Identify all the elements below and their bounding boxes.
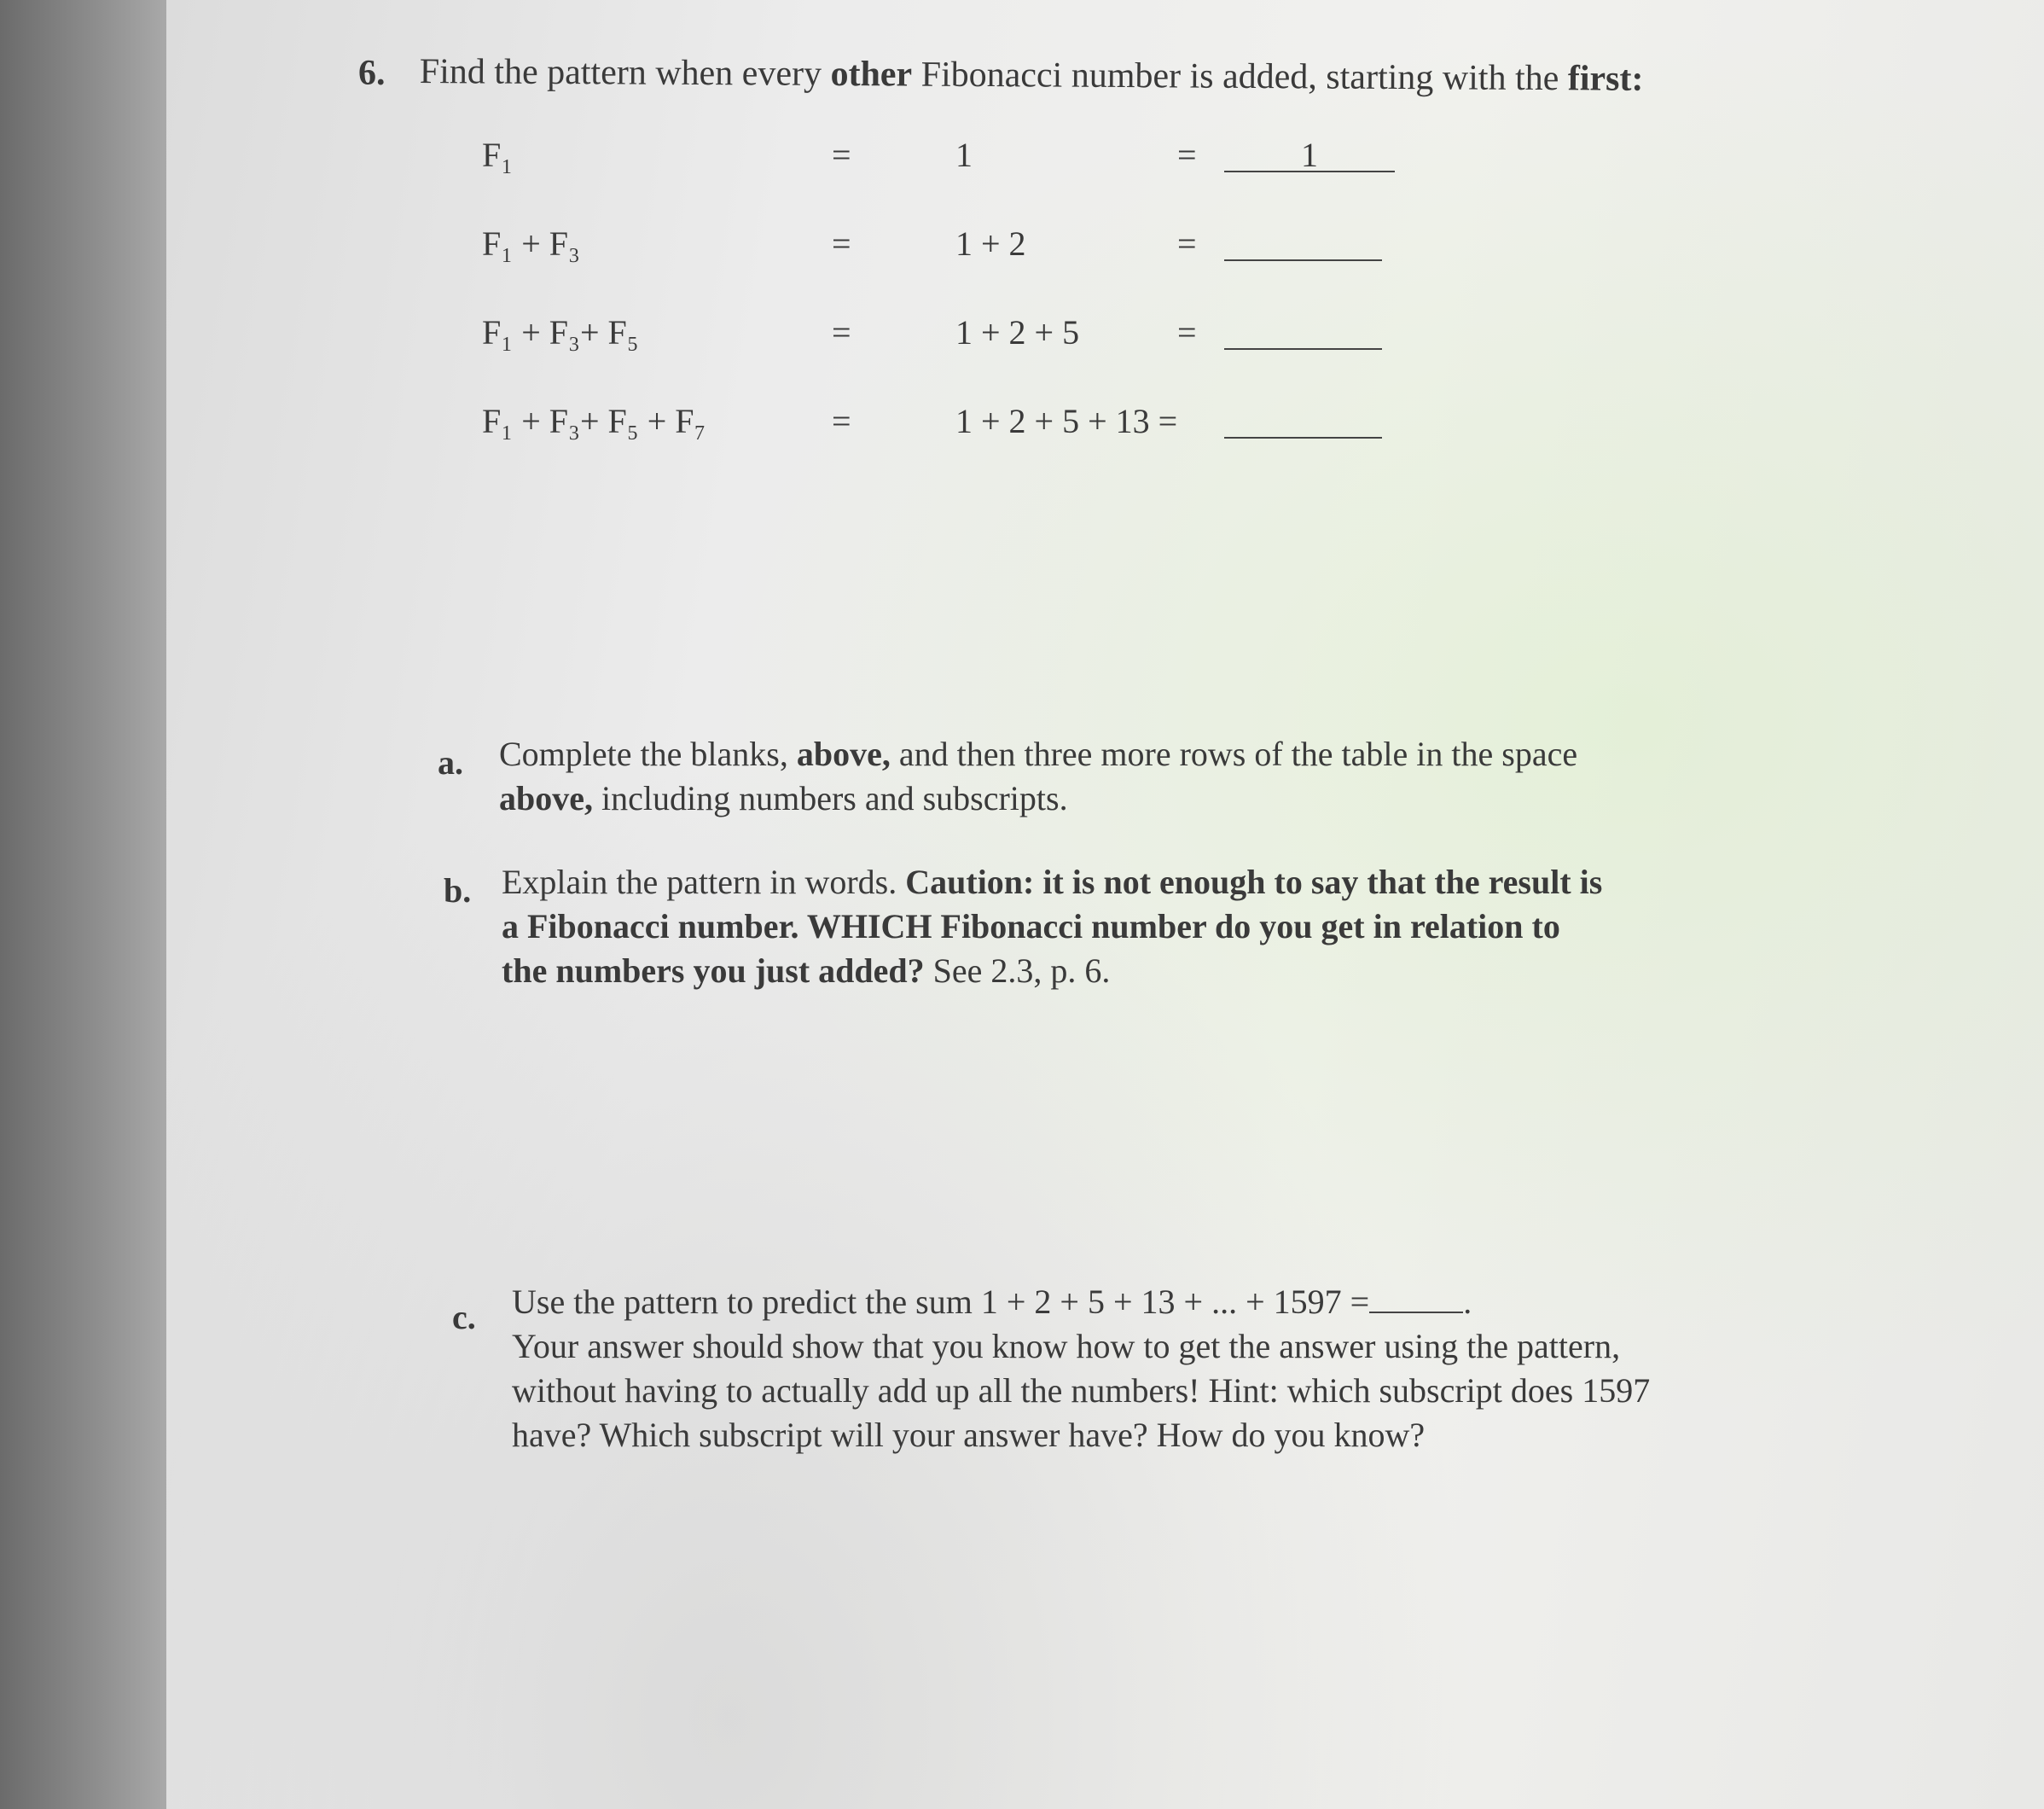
part-a-text: Complete the blanks, above, and then three more rows of the table in the space above, including numbers and subscripts.	[499, 735, 1578, 817]
part-a-label: a.	[438, 743, 463, 782]
table-row-1-sum: 1	[955, 136, 973, 174]
table-row-4-lhs: F₁ + F₃+ F₅ + F₇	[482, 402, 706, 440]
table-row-3-equals-2: =	[1177, 313, 1197, 352]
worksheet-page	[166, 0, 2044, 1809]
table-row-3-lhs: F₁ + F₃+ F₅	[482, 313, 639, 352]
question-prompt: Find the pattern when every other Fibonacci number is added, starting with the first:	[419, 51, 1644, 99]
table-row-3-sum: 1 + 2 + 5	[955, 313, 1080, 352]
table-row-2-equals: =	[832, 224, 851, 263]
monitor-bezel	[0, 0, 166, 1809]
table-row-2-equals-2: =	[1177, 224, 1197, 263]
part-b-label: b.	[444, 871, 472, 910]
part-c-label: c.	[452, 1298, 476, 1336]
part-b-text: Explain the pattern in words. Caution: it is not enough to say that the result is a Fibonacci number. WHICH Fibonacci number do you get in relation to the numbers you just added? See 2.3, p. 6.	[502, 863, 1603, 990]
part-c-text: Use the pattern to predict the sum 1 + 2 + 5 + 13 + ... + 1597 = . Your answer should show that you know how to get the answer using the pattern, without having to actually add up all the numbers! Hint: which subscript does 1597 have? Which subscript will your answer have? How do you know?	[512, 1283, 1651, 1454]
question-number: 6.	[358, 54, 386, 93]
table-row-1-equals-2: =	[1177, 136, 1197, 174]
table-row-3-answer[interactable]	[1224, 312, 1382, 350]
table-row-1-answer[interactable]: 1	[1224, 135, 1395, 172]
table-row-4-answer[interactable]	[1224, 401, 1382, 439]
table-row-2-lhs: F₁ + F₃	[482, 224, 580, 263]
table-row-3-equals: =	[832, 313, 851, 352]
part-c-answer-blank[interactable]	[1369, 1283, 1463, 1313]
table-row-1-equals: =	[832, 136, 851, 174]
table-row-2-answer[interactable]	[1224, 224, 1382, 261]
table-row-2-sum: 1 + 2	[955, 224, 1026, 263]
table-row-4-equals: =	[832, 402, 851, 440]
table-row-4-sum: 1 + 2 + 5 + 13 =	[955, 402, 1178, 440]
table-row-1-lhs: F₁	[482, 136, 514, 174]
